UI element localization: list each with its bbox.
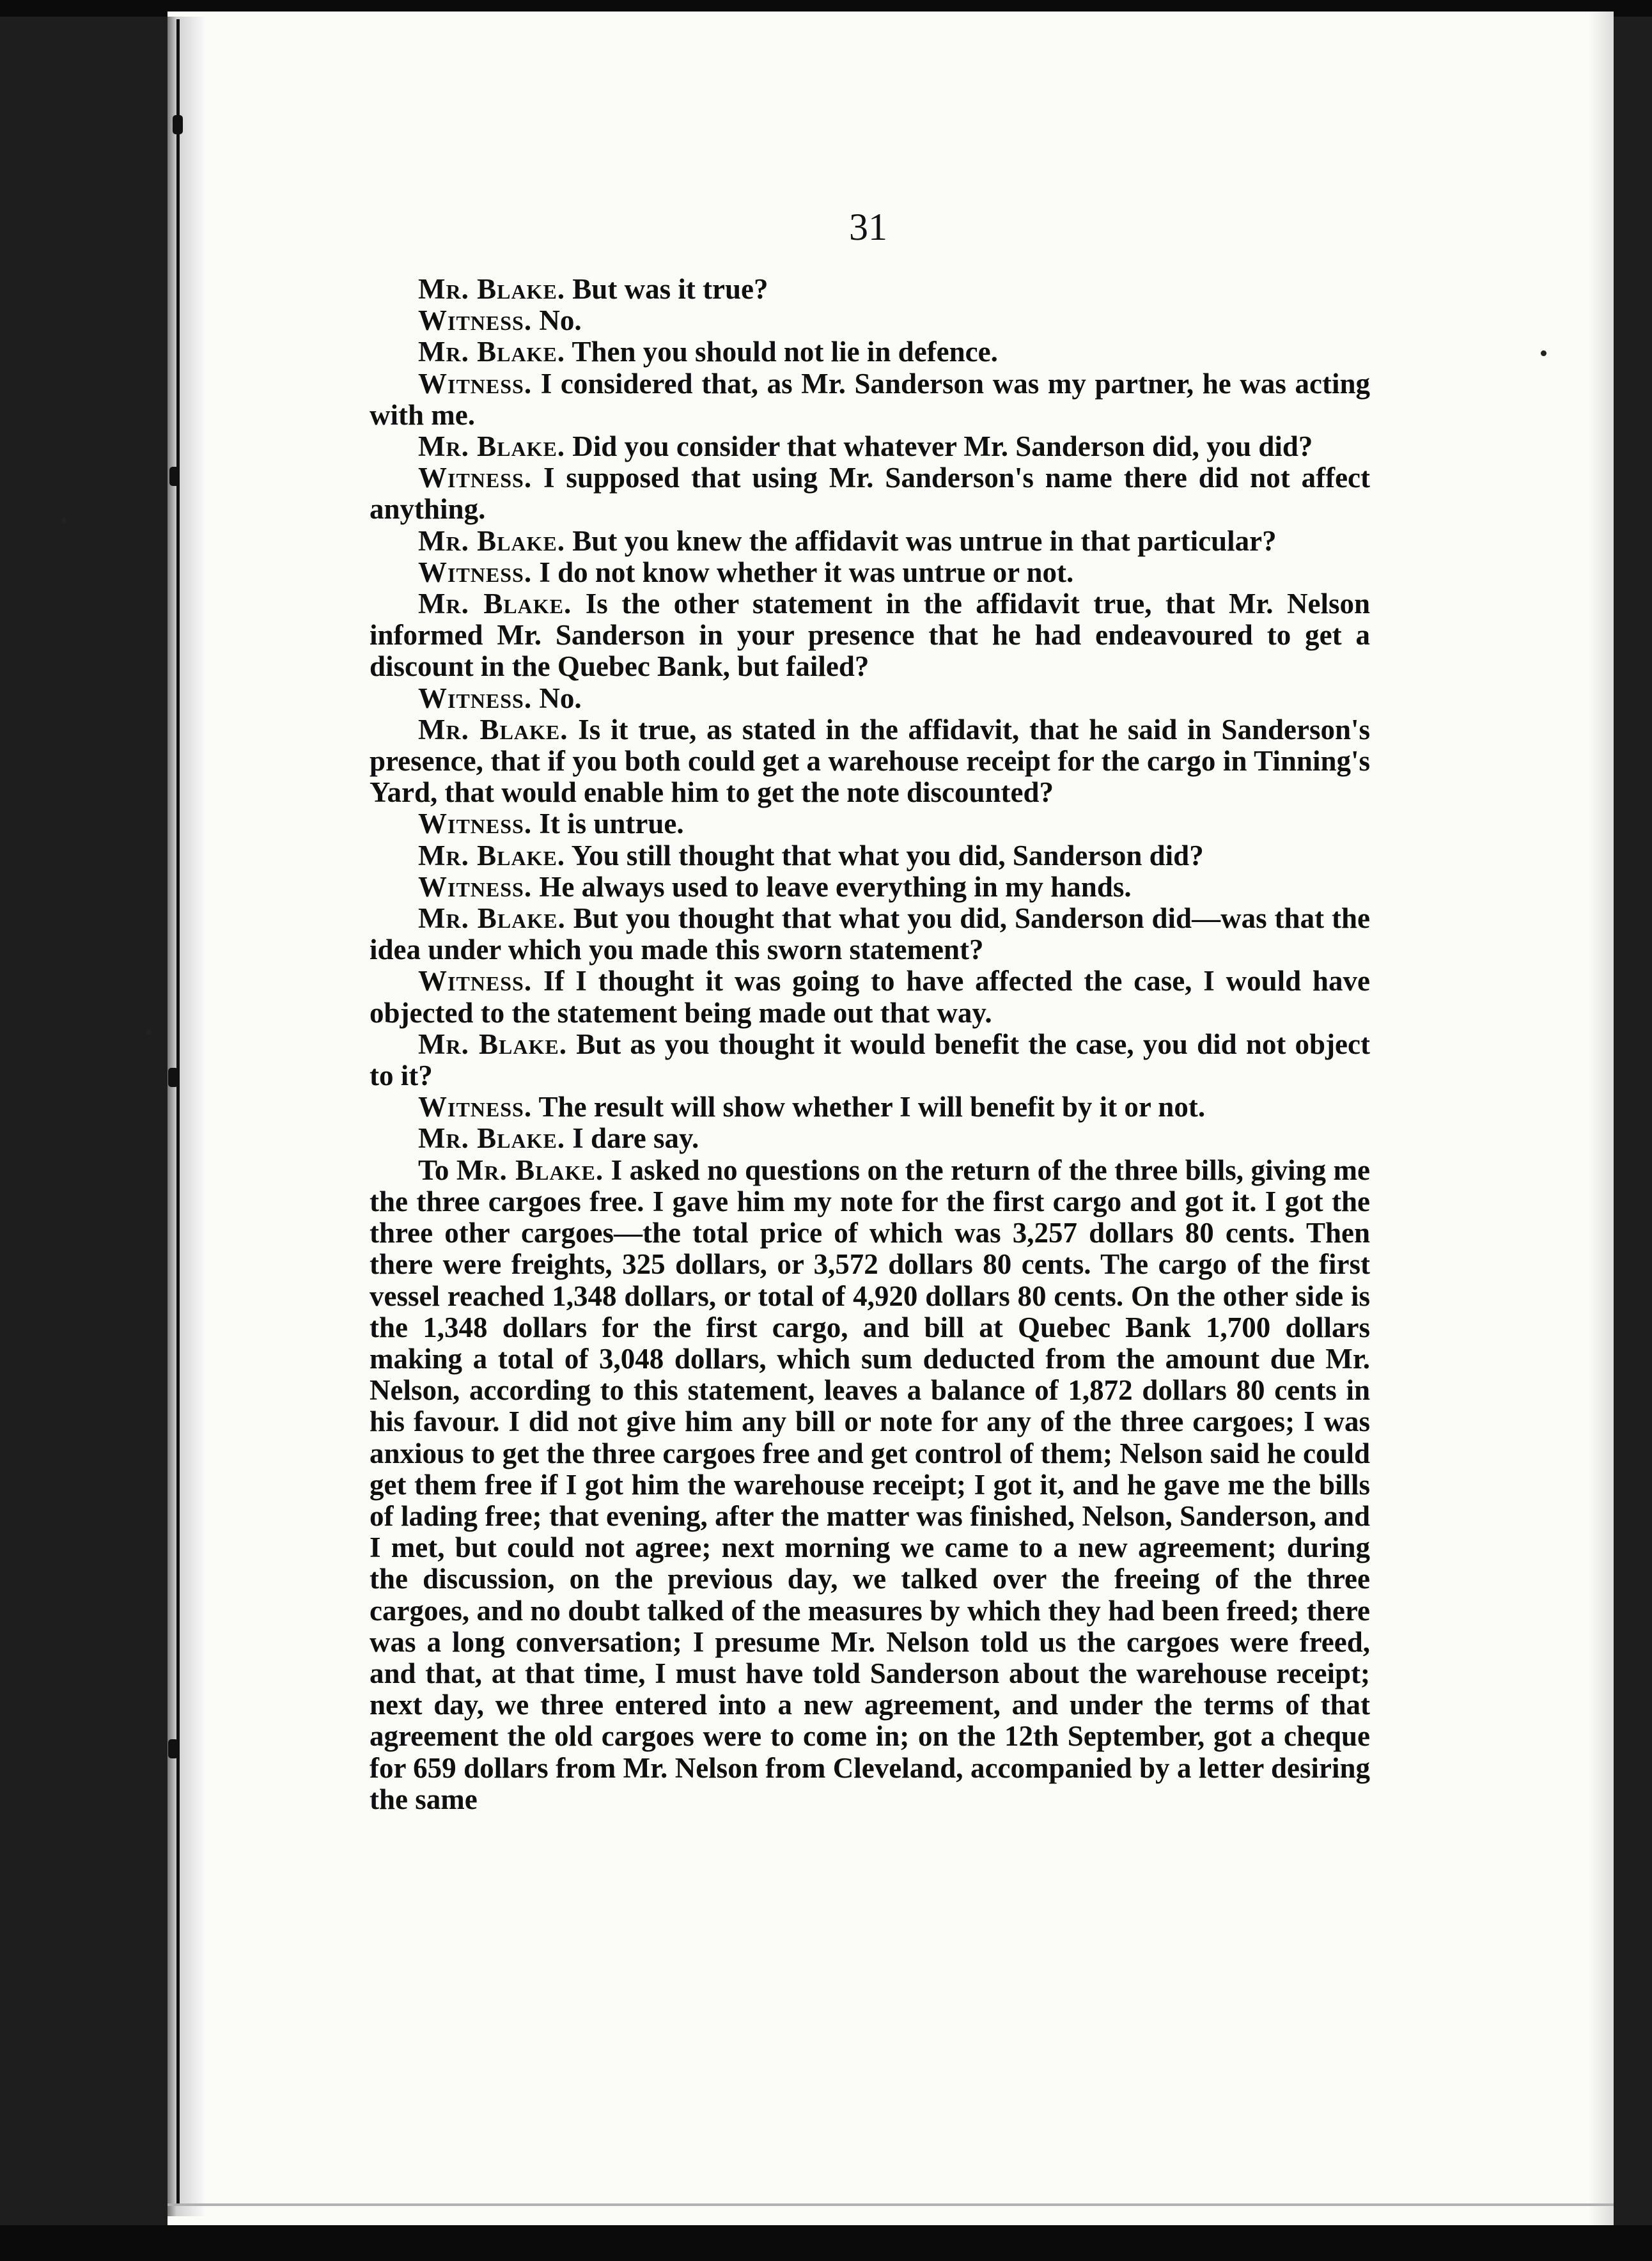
speaker-label: Mr. Blake. xyxy=(418,430,566,463)
binding-tack xyxy=(168,1068,178,1087)
speech-text: But was it true? xyxy=(572,273,768,305)
speaker-label: Mr. Blake. xyxy=(418,902,566,935)
page-edge-shadow xyxy=(1588,12,1614,2235)
speech-text: But as you thought it would benefit the case, you did not object to it? xyxy=(370,1028,1370,1092)
speaker-label: Mr. Blake. xyxy=(418,713,568,746)
speaker-label: Witness. xyxy=(418,462,533,494)
testimony-paragraph xyxy=(370,588,1370,683)
speaker-label: Witness. xyxy=(418,556,533,588)
speaker-label: Witness. xyxy=(418,808,533,840)
speaker-label: Witness. xyxy=(418,367,533,400)
speaker-label: Mr. Blake. xyxy=(418,273,566,305)
testimony-paragraph xyxy=(370,683,1370,714)
testimony-paragraph xyxy=(370,1029,1370,1091)
speaker-label: Witness. xyxy=(418,304,533,337)
speech-text: The result will show whether I will benefit by it or not. xyxy=(538,1091,1206,1123)
speaker-label: Witness. xyxy=(418,870,533,903)
speech-text: I asked no questions on the return of the three bills, giving me the three cargoes free. I gave him my note for the first cargo and got it. I got the three other cargoes—the total price of which was 3,257 dollars 80 cents. Then there were freights, 325 dollars, or 3,572 dollars 80 cents. The cargo of the first vessel reached 1,348 dollars, or total of 4,920 dollars 80 cents. On the other side is the 1,348 dollars for the first cargo, and bill at Quebec Bank 1,700 dollars making a total of 3,048 dollars, which sum deducted from the amount due Mr. Nelson, according to this statement, leaves a balance of 1,872 dollars 80 cents in his favour. I did not give him any bill or note for any of the three cargoes; I was anxious to get the three cargoes free and get control of them; Nelson said he could get them free if I got him the warehouse receipt; I got it, and he gave me the bills of lading free; that evening, after the matter was finished, Nelson, Sanderson, and I met, but could not agree; next morning we came to a new agreement; during the discussion, on the previous day, we talked over the freeing of the three cargoes, and no doubt talked of the measures by which they had been freed; there was a long conversation; I presume Mr. Nelson told us the cargoes were freed, and that, at that time, I must have told Sanderson about the warehouse receipt; next day, we three entered into a new agreement, and under the terms of that agreement the old cargoes were to come in; on the 12th September, got a cheque for 659 dollars from Mr. Nelson from Cleveland, accompanied by a letter desiring the same xyxy=(370,1154,1370,1815)
speech-text: I considered that, as Mr. Sanderson was my partner, he was acting with me. xyxy=(370,367,1371,431)
speech-text: I supposed that using Mr. Sanderson's name there did not affect anything. xyxy=(370,462,1371,526)
binding-tack xyxy=(173,115,183,134)
binding-thread-line xyxy=(176,19,180,2206)
speaker-label: Witness. xyxy=(418,965,533,997)
speech-text: You still thought that what you did, Sanderson did? xyxy=(571,839,1204,872)
testimony-paragraph xyxy=(370,840,1370,872)
speech-text: I do not know whether it was untrue or not. xyxy=(539,556,1074,588)
testimony-paragraph xyxy=(370,274,1370,305)
speech-text: But you knew the affidavit was untrue in that particular? xyxy=(572,524,1277,557)
testimony-paragraph xyxy=(370,431,1370,462)
testimony-paragraph xyxy=(370,462,1370,525)
binding-tack xyxy=(169,467,180,486)
testimony-paragraph xyxy=(370,1123,1370,1154)
page-number: 31 xyxy=(849,206,887,248)
testimony-paragraph xyxy=(370,872,1370,903)
speech-text: If I thought it was going to have affected the case, I would have objected to the statement being made out that way. xyxy=(370,965,1370,1029)
speck-mark xyxy=(146,1029,152,1035)
book-binding-gutter xyxy=(168,17,206,2216)
speaker-label: Mr. Blake. xyxy=(418,336,566,368)
speech-text: But you thought that what you did, Sanderson did—was that the idea under which you made this sworn statement? xyxy=(370,902,1371,966)
speaker-label: Mr. Blake. xyxy=(418,524,566,557)
scan-bottom-border xyxy=(0,2225,1652,2261)
speck-mark xyxy=(61,518,67,524)
testimony-paragraph xyxy=(370,368,1370,431)
speech-text: No. xyxy=(539,304,582,337)
paragraph-prefix: To xyxy=(418,1154,456,1186)
speech-text: Is the other statement in the affidavit true, that Mr. Nelson informed Mr. Sanderson in your presence that he had endeavoured to get a discount in the Quebec Bank, but failed? xyxy=(370,588,1371,683)
speech-text: He always used to leave everything in my hands. xyxy=(539,870,1132,903)
speaker-label: Mr. Blake. xyxy=(418,1028,567,1060)
speaker-label: Mr. Blake. xyxy=(418,588,572,620)
speech-text: I dare say. xyxy=(572,1122,699,1155)
testimony-paragraph xyxy=(370,305,1370,336)
speech-text: Is it true, as stated in the affidavit, that he said in Sanderson's presence, that if you both could get a warehouse receipt for the cargo in Tinning's Yard, that would enable him to get the note discounted? xyxy=(370,713,1371,809)
testimony-paragraph xyxy=(370,808,1370,840)
speaker-label: Mr. Blake. xyxy=(456,1154,604,1186)
speech-text: Did you consider that whatever Mr. Sanderson did, you did? xyxy=(572,430,1313,463)
speaker-label: Witness. xyxy=(418,1091,533,1123)
testimony-paragraph xyxy=(370,526,1370,557)
speech-text: Then you should not lie in defence. xyxy=(572,336,998,368)
speech-text: No. xyxy=(539,682,582,714)
speaker-label: Witness. xyxy=(418,682,533,714)
transcript-body xyxy=(370,274,1370,1815)
speck-mark xyxy=(1541,350,1547,356)
binding-tack xyxy=(168,1739,178,1758)
testimony-paragraph xyxy=(370,336,1370,368)
testimony-paragraph xyxy=(370,966,1370,1028)
speaker-label: Mr. Blake. xyxy=(418,839,566,872)
page-bottom-rule xyxy=(168,2203,1614,2206)
testimony-paragraph xyxy=(370,1155,1370,1815)
testimony-paragraph xyxy=(370,1091,1370,1123)
testimony-paragraph xyxy=(370,903,1370,966)
speaker-label: Mr. Blake. xyxy=(418,1122,566,1155)
testimony-paragraph xyxy=(370,714,1370,809)
testimony-paragraph xyxy=(370,557,1370,588)
speech-text: It is untrue. xyxy=(539,808,684,840)
